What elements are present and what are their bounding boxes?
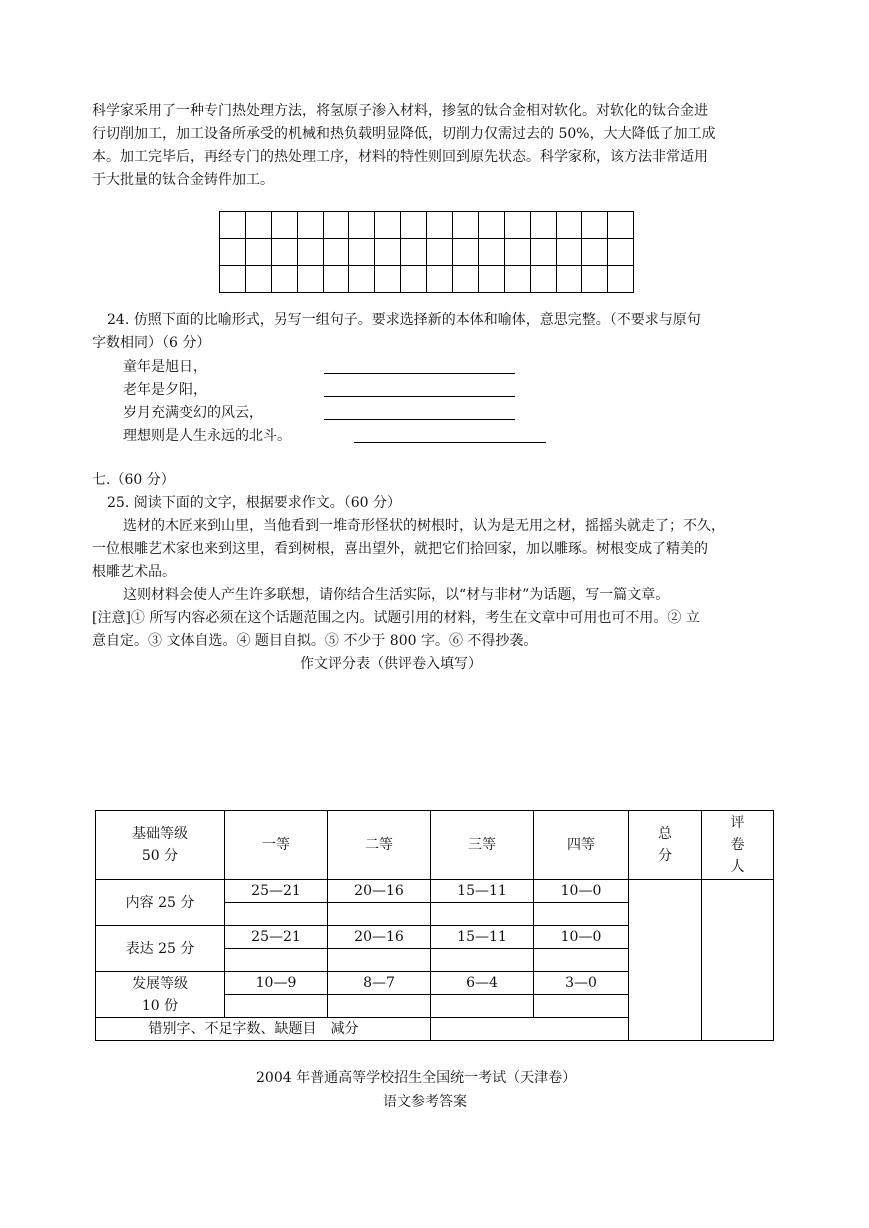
- answer-grid-cell[interactable]: [556, 212, 582, 239]
- passage-line: 科学家采用了一种专门热处理方法，将氢原子渗入材料，掺氢的钛合金相对软化。对软化的钛合金进: [92, 103, 708, 119]
- answer-grid-cell[interactable]: [323, 239, 349, 266]
- grade-header-3: 三等: [431, 811, 534, 880]
- content-score-input-2[interactable]: [328, 903, 431, 926]
- answer-grid-cell[interactable]: [297, 212, 323, 239]
- q24-answer-blank-4[interactable]: [354, 442, 546, 443]
- passage-line: 本。加工完毕后，再经专门的热处理工序，材料的特性则回到原先状态。科学家称，该方法非常适用: [92, 149, 708, 165]
- expression-range-2: 20—16: [328, 926, 431, 949]
- answer-grid-cell[interactable]: [530, 266, 556, 293]
- grade-header-2: 二等: [328, 811, 431, 880]
- q24-item-childhood: 童年是旭日，: [123, 359, 207, 375]
- development-score-input-1[interactable]: [225, 995, 328, 1018]
- answer-grid-cell[interactable]: [427, 212, 453, 239]
- expression-score-input-4[interactable]: [534, 949, 629, 972]
- answer-grid-cell[interactable]: [349, 239, 375, 266]
- expression-score-input-3[interactable]: [431, 949, 534, 972]
- answer-grid-cell[interactable]: [504, 239, 530, 266]
- expression-score-input-2[interactable]: [328, 949, 431, 972]
- development-range-1: 10—9: [225, 972, 328, 995]
- writing-task: 这则材料会使人产生许多联想，请你结合生活实际，以“材与非材”为话题，写一篇文章。: [123, 587, 670, 603]
- answer-grid-cell[interactable]: [220, 212, 246, 239]
- reviewer-char: 评: [730, 815, 745, 831]
- q24-answer-blank-2[interactable]: [324, 396, 515, 397]
- answer-grid-cell[interactable]: [245, 239, 271, 266]
- answer-grid-cell[interactable]: [297, 266, 323, 293]
- development-range-3: 6—4: [431, 972, 534, 995]
- content-range-3: 15—11: [431, 880, 534, 903]
- answer-grid-cell[interactable]: [556, 266, 582, 293]
- development-range-4: 3—0: [534, 972, 629, 995]
- deduction-score-input[interactable]: [431, 1018, 629, 1041]
- answer-grid-cell[interactable]: [478, 266, 504, 293]
- expression-range-4: 10—0: [534, 926, 629, 949]
- answer-grid-cell[interactable]: [608, 212, 634, 239]
- q24-item-ideal: 理想则是人生永远的北斗。: [123, 428, 291, 444]
- reviewer-cell[interactable]: [702, 880, 774, 1041]
- q24-prompt-line2: 字数相同）（6 分）: [92, 335, 211, 351]
- exam-title: 2004 年普通高等学校招生全国统一考试（天津卷）: [256, 1070, 577, 1086]
- answer-grid-cell[interactable]: [453, 266, 479, 293]
- essay-score-table: [95, 810, 774, 1041]
- q24-prompt-line1: 24. 仿照下面的比喻形式，另写一组句子。要求选择新的本体和喻体，意思完整。（不要求与原句: [107, 312, 701, 328]
- content-score-input-1[interactable]: [225, 903, 328, 926]
- development-range-2: 8—7: [328, 972, 431, 995]
- q25-title: 25. 阅读下面的文字，根据要求作文。（60 分）: [107, 495, 401, 511]
- story-line: 选材的木匠来到山里，当他看到一堆奇形怪状的树根时，认为是无用之材，摇摇头就走了；不久，: [123, 518, 725, 534]
- expression-range-1: 25—21: [225, 926, 328, 949]
- answer-grid-cell[interactable]: [582, 239, 608, 266]
- story-line: 根雕艺术品。: [92, 564, 176, 580]
- answer-grid-cell[interactable]: [245, 266, 271, 293]
- basic-level-points: 50 分: [141, 848, 179, 864]
- deduction-label-text: 错别字、不足字数、缺题目 减分: [148, 1021, 359, 1037]
- expression-score-input-1[interactable]: [225, 949, 328, 972]
- answer-grid-cell[interactable]: [427, 266, 453, 293]
- reviewer-char: 人: [730, 859, 745, 875]
- expression-label: 表达 25 分: [96, 926, 225, 972]
- answer-grid-row: [220, 212, 634, 239]
- total-score-cell[interactable]: [629, 880, 702, 1041]
- answer-grid-cell[interactable]: [582, 212, 608, 239]
- development-score-input-4[interactable]: [534, 995, 629, 1018]
- answer-grid-cell[interactable]: [220, 266, 246, 293]
- answer-grid-cell[interactable]: [401, 212, 427, 239]
- answer-grid-cell[interactable]: [453, 212, 479, 239]
- total-score-char: 分: [658, 848, 672, 864]
- answer-grid-cell[interactable]: [271, 266, 297, 293]
- basic-level-header: [96, 811, 225, 880]
- q24-answer-blank-3[interactable]: [324, 419, 515, 420]
- content-label: 内容 25 分: [96, 880, 225, 926]
- answer-grid-cell[interactable]: [608, 239, 634, 266]
- total-score-char: 总: [658, 826, 672, 842]
- answer-grid[interactable]: [219, 211, 634, 293]
- grade-header-4: 四等: [534, 811, 629, 880]
- content-range-4: 10—0: [534, 880, 629, 903]
- answer-grid-cell[interactable]: [478, 239, 504, 266]
- answer-grid-row: [220, 239, 634, 266]
- content-range-2: 20—16: [328, 880, 431, 903]
- passage-line: 于大批量的钛合金铸件加工。: [92, 172, 274, 188]
- answer-grid-cell[interactable]: [297, 239, 323, 266]
- grade-header-1: 一等: [225, 811, 328, 880]
- reviewer-char: 卷: [730, 837, 745, 853]
- answer-grid-cell[interactable]: [504, 212, 530, 239]
- answer-grid-cell[interactable]: [530, 239, 556, 266]
- development-score-input-2[interactable]: [328, 995, 431, 1018]
- answer-grid-row: [220, 266, 634, 293]
- answer-grid-cell[interactable]: [323, 212, 349, 239]
- answer-grid-cell[interactable]: [245, 212, 271, 239]
- development-level-cell: [96, 972, 225, 1018]
- section7-heading: 七.（60 分）: [92, 472, 175, 488]
- answer-grid-cell[interactable]: [349, 212, 375, 239]
- development-level-label: 发展等级: [132, 975, 188, 992]
- development-score-input-3[interactable]: [431, 995, 534, 1018]
- score-table-title: 作文评分表（供评卷入填写）: [300, 656, 482, 672]
- answer-grid-cell[interactable]: [608, 266, 634, 293]
- answer-grid-cell[interactable]: [478, 212, 504, 239]
- total-score-header: [629, 811, 702, 880]
- notes-line1: [注意]① 所写内容必须在这个话题范围之内。试题引用的材料，考生在文章中可用也可不用。② 立: [92, 610, 700, 626]
- reviewer-header: [702, 811, 774, 880]
- passage-line: 行切削加工，加工设备所承受的机械和热负载明显降低，切削力仅需过去的 50%，大大降低了加工成: [92, 126, 716, 142]
- answer-grid-cell[interactable]: [349, 266, 375, 293]
- content-score-input-3[interactable]: [431, 903, 534, 926]
- content-score-input-4[interactable]: [534, 903, 629, 926]
- answer-grid-cell[interactable]: [504, 266, 530, 293]
- q24-item-oldage: 老年是夕阳，: [123, 382, 207, 398]
- expression-range-3: 15—11: [431, 926, 534, 949]
- answer-grid-cell[interactable]: [375, 266, 401, 293]
- answer-grid-cell[interactable]: [271, 212, 297, 239]
- q24-item-years: 岁月充满变幻的风云，: [123, 405, 263, 421]
- answer-grid-cell[interactable]: [375, 239, 401, 266]
- answer-grid-cell[interactable]: [375, 212, 401, 239]
- answer-grid-cell[interactable]: [401, 266, 427, 293]
- content-range-1: 25—21: [225, 880, 328, 903]
- answer-grid-cell[interactable]: [220, 239, 246, 266]
- answer-grid-cell[interactable]: [323, 266, 349, 293]
- notes-line2: 意自定。③ 文体自选。④ 题目自拟。⑤ 不少于 800 字。⑥ 不得抄袭。: [92, 633, 538, 649]
- answer-grid-cell[interactable]: [530, 212, 556, 239]
- story-line: 一位根雕艺术家也来到这里，看到树根，喜出望外，就把它们拾回家，加以雕琢。树根变成了精美的: [92, 541, 708, 557]
- deduction-label: [96, 1018, 431, 1041]
- answer-grid-cell[interactable]: [453, 239, 479, 266]
- answer-grid-cell[interactable]: [427, 239, 453, 266]
- answer-title: 语文参考答案: [383, 1094, 467, 1110]
- q24-answer-blank-1[interactable]: [324, 373, 515, 374]
- passage: [92, 100, 774, 192]
- answer-grid-cell[interactable]: [582, 266, 608, 293]
- development-level-points: 10 份: [141, 997, 179, 1014]
- answer-grid-cell[interactable]: [271, 239, 297, 266]
- answer-grid-cell[interactable]: [401, 239, 427, 266]
- answer-grid-cell[interactable]: [556, 239, 582, 266]
- basic-level-label: 基础等级: [132, 826, 188, 842]
